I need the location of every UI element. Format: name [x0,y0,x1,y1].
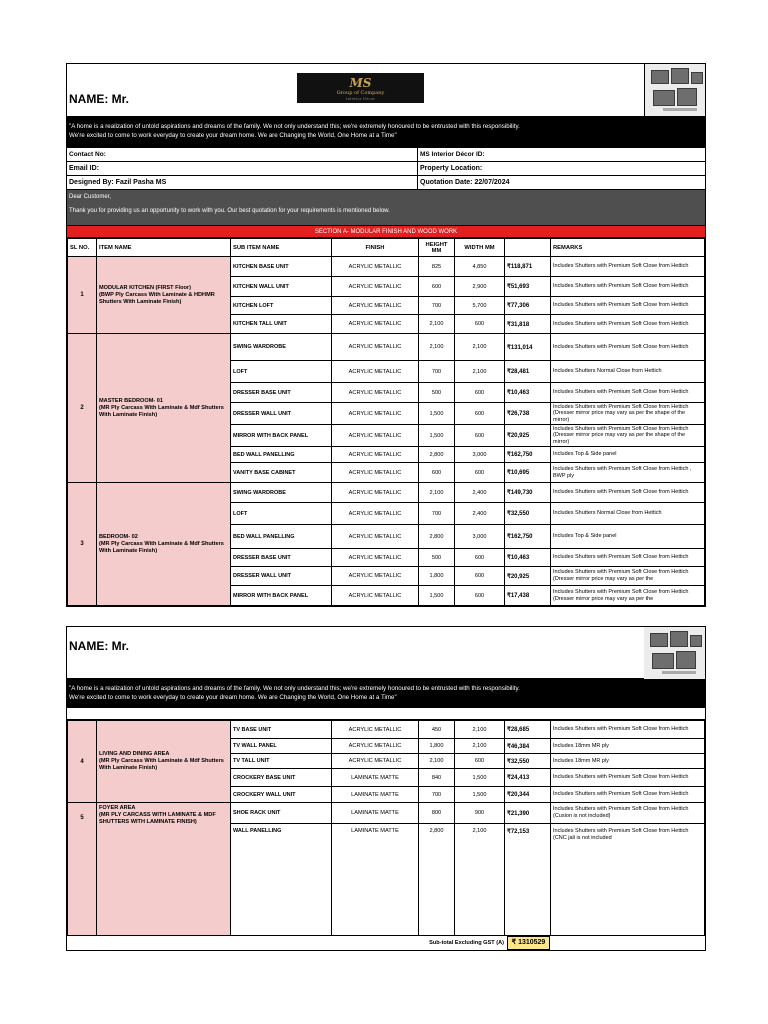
width-cell: 2,100 [455,721,505,739]
amount-cell: ₹28,481 [505,361,551,383]
finish-cell: ACRYLIC METALLIC [332,721,419,739]
table-row [68,803,705,824]
col-amount [505,239,551,257]
width-cell: 3,000 [455,525,505,549]
remarks-cell: Includes Shutters Normal Close from Hettich [551,361,705,383]
sub-item-cell: SWING WARDROBE [231,483,332,503]
width-cell: 2,100 [455,334,505,361]
amount-cell: ₹131,014 [505,334,551,361]
sub-item-cell: DRESSER BASE UNIT [231,383,332,403]
sub-item-cell: MIRROR WITH BACK PANEL [231,586,332,606]
remarks-cell: Includes Shutters with Premium Soft Close from Hettich [551,257,705,277]
finish-cell: ACRYLIC METALLIC [332,361,419,383]
width-cell: 900 [455,803,505,824]
height-cell: 2,100 [419,334,455,361]
ms-interior-id: MS Interior Décor ID: [420,151,485,158]
item-name-cell: FOYER AREA (MR PLY CARCASS WITH LAMINATE & MDF SHUTTERS WITH LAMINATE FINISH) [97,803,231,936]
finish-cell: ACRYLIC METALLIC [332,447,419,463]
remarks-cell: Includes Shutters with Premium Soft Close from Hettich (Dresser mirror price may vary as per the [551,586,705,606]
finish-cell: ACRYLIC METALLIC [332,383,419,403]
height-cell: 450 [419,721,455,739]
height-cell: 600 [419,277,455,297]
height-cell: 700 [419,361,455,383]
sub-item-cell: TV TALL UNIT [231,754,332,769]
kitchen-cabinet-image [644,64,705,116]
width-cell: 600 [455,567,505,586]
finish-cell: ACRYLIC METALLIC [332,586,419,606]
height-cell: 500 [419,383,455,403]
finish-cell: ACRYLIC METALLIC [332,257,419,277]
finish-cell: LAMINATE MATTE [332,824,419,936]
remarks-cell: Includes Shutters with Premium Soft Close from Hettich (CNC jali is not included [551,824,705,936]
width-cell: 1,500 [455,769,505,787]
col-height: HEIGHT MM [419,239,455,257]
height-cell: 700 [419,503,455,525]
finish-cell: LAMINATE MATTE [332,803,419,824]
remarks-cell: Includes 18mm MR ply [551,754,705,769]
width-cell: 600 [455,754,505,769]
amount-cell: ₹31,818 [505,315,551,334]
amount-cell: ₹10,695 [505,463,551,483]
amount-cell: ₹77,306 [505,297,551,315]
height-cell: 1,800 [419,739,455,754]
sub-item-cell: SWING WARDROBE [231,334,332,361]
item-name-cell: BEDROOM- 02 (MR Ply Carcass With Laminate & Mdf Shutters With Laminate Finish) [97,483,231,606]
remarks-cell: Includes Top & Side panel [551,525,705,549]
finish-cell: ACRYLIC METALLIC [332,463,419,483]
page-header [67,64,705,117]
table-body-2 [68,721,705,936]
sl-no-cell: 2 [68,334,97,483]
amount-cell: ₹28,685 [505,721,551,739]
remarks-cell: Includes Shutters with Premium Soft Close from Hettich (Dresser mirror price may vary as per the shape of the mirror) [551,403,705,425]
sub-item-cell: TV WALL PANEL [231,739,332,754]
greeting-block: Dear Customer, Thank you for providing us an opportunity to work with you. Our best quotation for your requirements is mentioned below. [67,190,705,226]
remarks-cell: Includes Shutters with Premium Soft Close from Hettich [551,277,705,297]
spacer-row [67,708,705,720]
col-finish: FINISH [332,239,419,257]
finish-cell: ACRYLIC METALLIC [332,739,419,754]
item-name-cell: MODULAR KITCHEN (FIRST Floor) (BWP Ply Carcass With Laminate & HDHMR Shutters With Laminate Finish) [97,257,231,334]
designed-by: Designed By: Fazil Pasha MS [67,176,418,189]
table-row [68,721,705,739]
width-cell: 600 [455,463,505,483]
amount-cell: ₹17,438 [505,586,551,606]
finish-cell: ACRYLIC METALLIC [332,425,419,447]
remarks-cell: Includes Shutters with Premium Soft Close from Hettich [551,721,705,739]
amount-cell: ₹51,693 [505,277,551,297]
height-cell: 700 [419,787,455,803]
width-cell: 2,100 [455,739,505,754]
width-cell: 600 [455,549,505,567]
height-cell: 2,100 [419,483,455,503]
sub-item-cell: CROCKERY BASE UNIT [231,769,332,787]
quotation-date: Quotation Date: 22/07/2024 [420,179,510,186]
section-title: SECTION A- MODULAR FINISH AND WOOD WORK [67,226,705,238]
remarks-cell: Includes 18mm MR ply [551,739,705,754]
info-row-email [67,162,705,176]
amount-cell: ₹20,925 [505,425,551,447]
finish-cell: LAMINATE MATTE [332,787,419,803]
width-cell: 1,500 [455,787,505,803]
sub-item-cell: BED WALL PANELLING [231,447,332,463]
height-cell: 1,800 [419,567,455,586]
sub-item-cell: DRESSER WALL UNIT [231,403,332,425]
amount-cell: ₹32,550 [505,754,551,769]
remarks-cell: Includes Top & Side panel [551,447,705,463]
finish-cell: ACRYLIC METALLIC [332,525,419,549]
subtotal-row [67,936,705,950]
remarks-cell: Includes Shutters with Premium Soft Close from Hettich [551,769,705,787]
width-cell: 600 [455,403,505,425]
amount-cell: ₹21,390 [505,803,551,824]
height-cell: 500 [419,549,455,567]
finish-cell: ACRYLIC METALLIC [332,549,419,567]
table-body-1 [68,257,705,606]
quotation-table-1 [67,238,705,606]
remarks-cell: Includes Shutters with Premium Soft Close from Hettich [551,787,705,803]
finish-cell: ACRYLIC METALLIC [332,503,419,525]
width-cell: 2,100 [455,361,505,383]
amount-cell: ₹118,871 [505,257,551,277]
finish-cell: ACRYLIC METALLIC [332,277,419,297]
height-cell: 825 [419,257,455,277]
amount-cell: ₹20,925 [505,567,551,586]
col-remarks: REMARKS [551,239,705,257]
height-cell: 800 [419,803,455,824]
item-name-cell: MASTER BEDROOM- 01 (MR Ply Carcass With Laminate & Mdf Shutters With Laminate Finish) [97,334,231,483]
width-cell: 5,700 [455,297,505,315]
sl-no-cell: 5 [68,803,97,936]
info-row-contact [67,148,705,162]
remarks-cell: Includes Shutters with Premium Soft Close from Hettich (Dresser mirror price may vary as per the shape of the mirror) [551,425,705,447]
remarks-cell: Includes Shutters with Premium Soft Close from Hettich (Dresser mirror price may vary as per the [551,567,705,586]
amount-cell: ₹10,463 [505,383,551,403]
sub-item-cell: DRESSER WALL UNIT [231,567,332,586]
email-id: Email ID: [67,162,418,175]
page-header-2 [67,627,705,679]
height-cell: 2,800 [419,824,455,936]
company-logo: MS Group of Company Interior Décor [297,73,424,103]
sub-item-cell: LOFT [231,361,332,383]
height-cell: 840 [419,769,455,787]
brand-quote: "A home is a realization of untold aspirations and dreams of the family. We not only understand this; we're extremely honoured to be entrusted with this responsibility. We're excited to come to work everyday to create your dream home. We are Changing the World, One Home at a Time" [67,117,705,148]
sub-item-cell: SHOE RACK UNIT [231,803,332,824]
remarks-cell: Includes Shutters with Premium Soft Close from Hettich (Cusion is not included) [551,803,705,824]
finish-cell: LAMINATE MATTE [332,769,419,787]
table-header [68,239,705,257]
table-row [68,334,705,361]
remarks-cell: Includes Shutters with Premium Soft Close from Hettich [551,334,705,361]
width-cell: 600 [455,425,505,447]
width-cell: 2,100 [455,824,505,936]
height-cell: 1,500 [419,403,455,425]
amount-cell: ₹149,730 [505,483,551,503]
height-cell: 2,800 [419,447,455,463]
brand-quote-2: "A home is a realization of untold aspirations and dreams of the family. We not only understand this; we're extremely honoured to be entrusted with this responsibility. We're excited to come to work everyday to create your dream home. We are Changing the World, One Home at a Time" [67,679,705,708]
col-width: WIDTH MM [455,239,505,257]
remarks-cell: Includes Shutters with Premium Soft Close from Hettich [551,483,705,503]
finish-cell: ACRYLIC METALLIC [332,754,419,769]
sub-item-cell: CROCKERY WALL UNIT [231,787,332,803]
height-cell: 1,500 [419,586,455,606]
amount-cell: ₹162,750 [505,447,551,463]
remarks-cell: Includes Shutters Normal Close from Hettich [551,503,705,525]
remarks-cell: Includes Shutters with Premium Soft Close from Hettich [551,549,705,567]
amount-cell: ₹46,384 [505,739,551,754]
remarks-cell: Includes Shutters with Premium Soft Close from Hettich [551,315,705,334]
table-row [68,483,705,503]
finish-cell: ACRYLIC METALLIC [332,315,419,334]
quotation-page-2 [66,626,706,951]
sl-no-cell: 4 [68,721,97,803]
subtotal-label: Sub-total Excluding GST (A) [429,940,504,946]
sub-item-cell: TV BASE UNIT [231,721,332,739]
height-cell: 600 [419,463,455,483]
width-cell: 3,000 [455,447,505,463]
col-sub-item: SUB ITEM NAME [231,239,332,257]
height-cell: 700 [419,297,455,315]
sub-item-cell: WALL PANELLING [231,824,332,936]
width-cell: 2,900 [455,277,505,297]
width-cell: 2,400 [455,483,505,503]
col-item-name: ITEM NAME [97,239,231,257]
quotation-table-2 [67,720,705,936]
sub-item-cell: VANITY BASE CABINET [231,463,332,483]
amount-cell: ₹162,750 [505,525,551,549]
sub-item-cell: BED WALL PANELLING [231,525,332,549]
sub-item-cell: DRESSER BASE UNIT [231,549,332,567]
contact-no: Contact No: [67,148,418,161]
height-cell: 2,100 [419,754,455,769]
sub-item-cell: KITCHEN LOFT [231,297,332,315]
amount-cell: ₹26,738 [505,403,551,425]
sub-item-cell: KITCHEN WALL UNIT [231,277,332,297]
amount-cell: ₹10,463 [505,549,551,567]
item-name-cell: LIVING AND DINING AREA (MR Ply Carcass With Laminate & Mdf Shutters With Laminate Finish) [97,721,231,803]
finish-cell: ACRYLIC METALLIC [332,403,419,425]
sl-no-cell: 1 [68,257,97,334]
amount-cell: ₹24,413 [505,769,551,787]
customer-name-label: NAME: Mr. [69,92,129,106]
subtotal-value: ₹ 1310529 [507,936,550,950]
finish-cell: ACRYLIC METALLIC [332,297,419,315]
finish-cell: ACRYLIC METALLIC [332,567,419,586]
quotation-page-1 [66,63,706,607]
width-cell: 600 [455,315,505,334]
table-row [68,257,705,277]
remarks-cell: Includes Shutters with Premium Soft Close from Hettich [551,383,705,403]
width-cell: 600 [455,383,505,403]
remarks-cell: Includes Shutters with Premium Soft Close from Hettich [551,297,705,315]
sub-item-cell: KITCHEN TALL UNIT [231,315,332,334]
width-cell: 2,400 [455,503,505,525]
height-cell: 1,500 [419,425,455,447]
width-cell: 600 [455,586,505,606]
finish-cell: ACRYLIC METALLIC [332,483,419,503]
col-sl-no: SL NO. [68,239,97,257]
amount-cell: ₹20,344 [505,787,551,803]
height-cell: 2,100 [419,315,455,334]
height-cell: 2,800 [419,525,455,549]
amount-cell: ₹32,550 [505,503,551,525]
property-location: Property Location: [420,165,483,172]
sub-item-cell: LOFT [231,503,332,525]
amount-cell: ₹72,153 [505,824,551,936]
info-row-designer [67,176,705,190]
kitchen-cabinet-image-2 [644,627,705,679]
sub-item-cell: MIRROR WITH BACK PANEL [231,425,332,447]
width-cell: 4,850 [455,257,505,277]
remarks-cell: Includes Shutters with Premium Soft Close from Hettich , BWP ply [551,463,705,483]
finish-cell: ACRYLIC METALLIC [332,334,419,361]
customer-name-label-2: NAME: Mr. [69,639,129,653]
sl-no-cell: 3 [68,483,97,606]
sub-item-cell: KITCHEN BASE UNIT [231,257,332,277]
